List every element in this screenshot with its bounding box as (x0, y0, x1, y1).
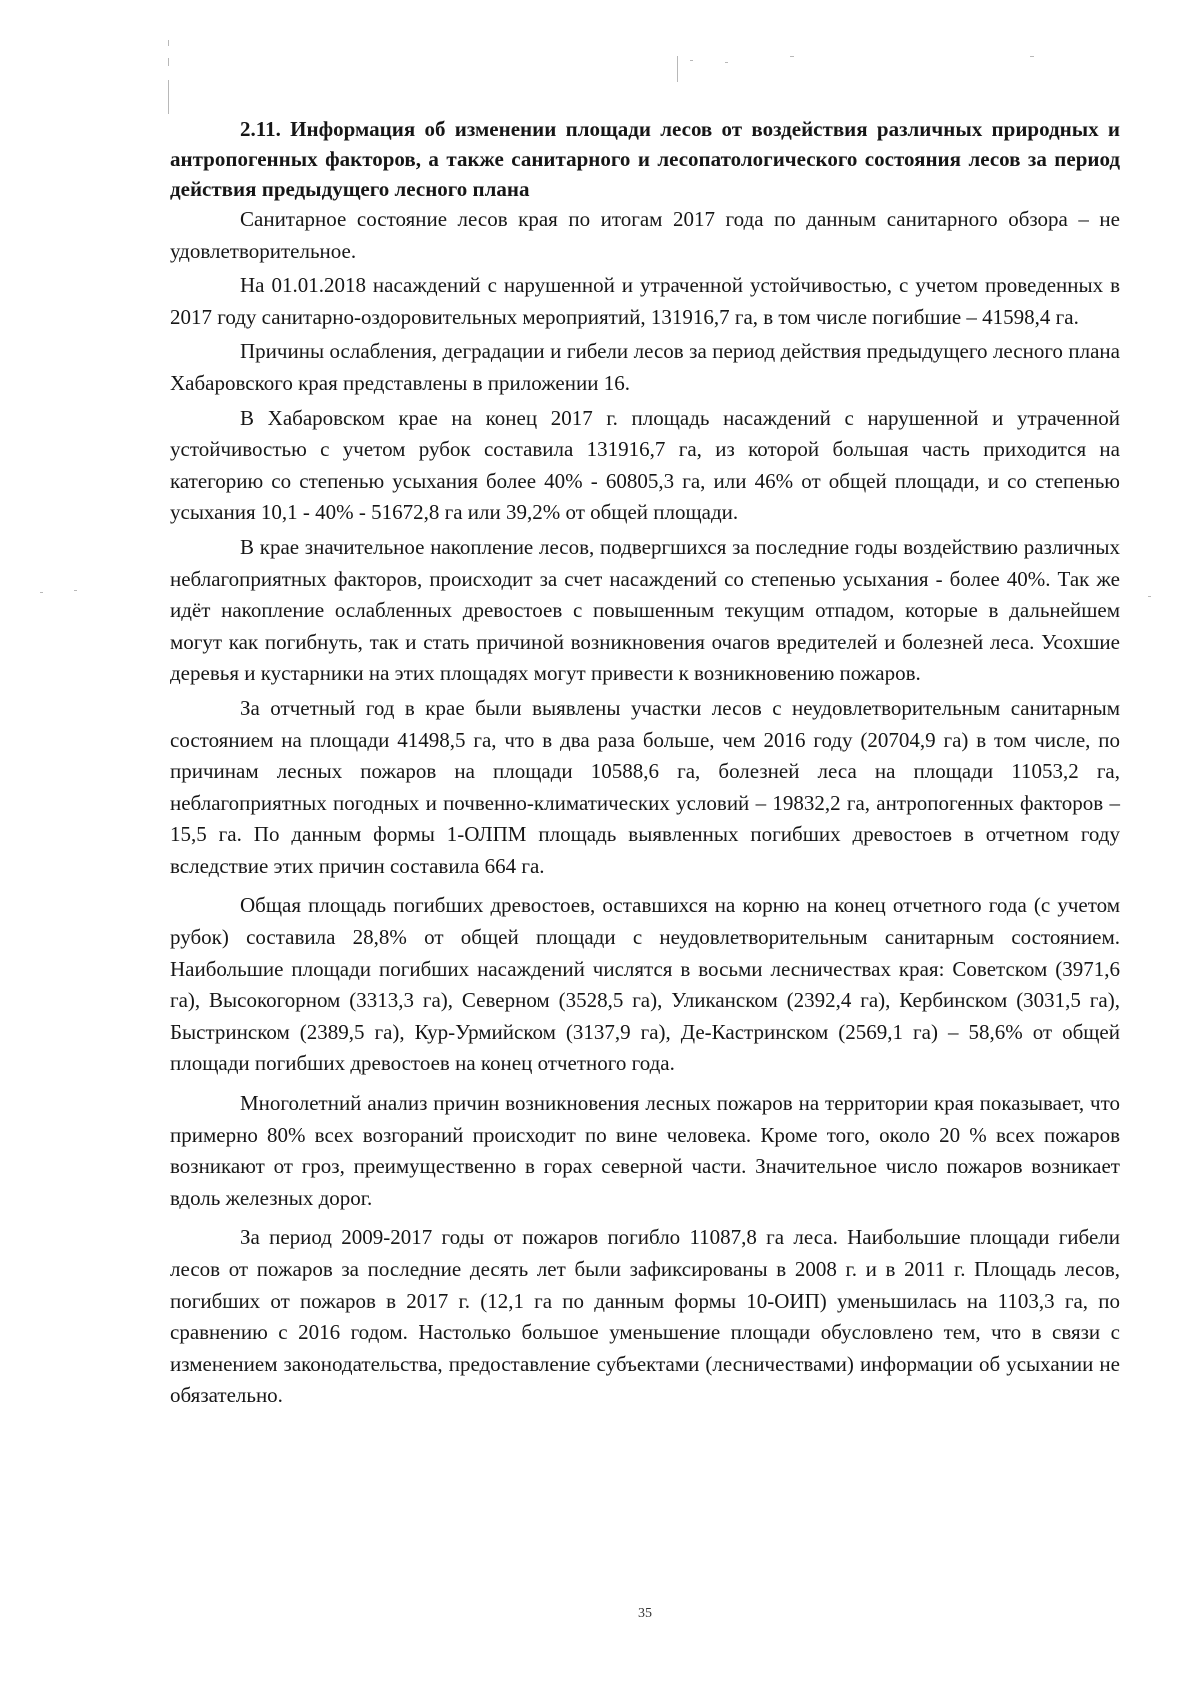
paragraph-sanitary-state: Санитарное состояние лесов края по итогам 2017 года по данным санитарного обзора – не удовлетворительное. (170, 207, 1120, 263)
paragraph-dead-stands: Общая площадь погибших древостоев, оставшихся на корню на конец отчетного года (с учетом рубок) составила 28,8% от общей площади с неудовлетворительным санитарным состоянием. Наибольшие площади погибших насаждений числятся в восьми лесничествах края: Советском (3971,6 га), Высокогорном (3313,3 га), Северном (3528,5 га), Уликанском (2392,4 га), Кербинском (3031,5 га), Быстринском (2389,5 га), Кур-Урмийском (3137,9 га), Де-Кастринском (2569,1 га) – 58,6% от общей площади погибших древостоев на конец отчетного года. (170, 893, 1120, 1076)
scan-artifact (1148, 596, 1151, 597)
scan-artifact (168, 80, 169, 114)
scan-artifact (677, 56, 678, 82)
section-heading: 2.11. Информация об изменении площади лесов от воздействия различных природных и антропогенных факторов, а также санитарного и лесопатологического состояния лесов за период действия предыдущего лесного плана (170, 117, 1120, 201)
paragraph-fire-period: За период 2009-2017 годы от пожаров погибло 11087,8 га леса. Наибольшие площади гибели лесов от пожаров за последние десять лет были зафиксированы в 2008 г. и в 2011 г. Площадь лесов, погибших от пожаров в 2017 г. (12,1 га по данным формы 10-ОИП) уменьшилась на 1103,3 га, по сравнению с 2016 годом. Настолько большое уменьшение площади обусловлено тем, что в связи с изменением законодательства, предоставление субъектами (лесничествами) информации об усыхании не обязательно. (170, 1225, 1120, 1408)
scan-artifact (790, 56, 794, 57)
paragraph-fire-analysis: Многолетний анализ причин возникновения лесных пожаров на территории края показывает, что примерно 80% всех возгораний происходит по вине человека. Кроме того, около 20 % всех пожаров возникают от гроз, преимущественно в горах северной части. Значительное число пожаров возникает вдоль железных дорог. (170, 1091, 1120, 1210)
paragraph-accumulation: В крае значительное накопление лесов, подвергшихся за последние годы воздействию различных неблагоприятных факторов, происходит за счет насаждений со степенью усыхания - более 40%. Так же идёт накопление ослабленных древостоев с повышенным текущим отпадом, которые в дальнейшем могут как погибнуть, так и стать причиной возникновения очагов вредителей и болезней леса. Усохшие деревья и кустарники на этих площадях могут привести к возникновению пожаров. (170, 534, 1120, 686)
page-number: 35 (638, 1606, 652, 1621)
paragraph-reporting-year: За отчетный год в крае были выявлены участки лесов с неудовлетворительным санитарным состоянием на площади 41498,5 га, что в два раза больше, чем 2016 году (20704,9 га) в том числе, по причинам лесных пожаров на площади 10588,6 га, болезней леса на площади 11053,2 га, неблагоприятных погодных и почвенно-климатических условий – 19832,2 га, антропогенных факторов – 15,5 га. По данным формы 1-ОЛПМ площадь выявленных погибших древостоев в отчетном году вследствие этих причин составила 664 га. (170, 695, 1120, 878)
paragraph-desiccation: В Хабаровском крае на конец 2017 г. площадь насаждений с нарушенной и утраченной устойчивостью с учетом рубок составила 131916,7 га, из которой большая часть приходится на категорию со степенью усыхания более 40% - 60805,3 га, или 46% от общей площади, и со степенью усыхания 10,1 - 40% - 51672,8 га или 39,2% от общей площади. (170, 405, 1120, 525)
scan-artifact (168, 40, 169, 46)
scan-artifact (725, 62, 728, 63)
scan-artifact (690, 60, 693, 61)
scan-artifact (74, 590, 77, 591)
scan-artifact (40, 592, 43, 593)
paragraph-causes: Причины ослабления, деградации и гибели лесов за период действия предыдущего лесного плана Хабаровского края представлены в приложении 16. (170, 339, 1120, 395)
scan-artifact (168, 58, 169, 66)
scan-artifact (1030, 56, 1034, 57)
document-body (170, 114, 1120, 1412)
paragraph-disturbed-stands: На 01.01.2018 насаждений с нарушенной и утраченной устойчивостью, с учетом проведенных в 2017 году санитарно-оздоровительных мероприятий, 131916,7 га, в том числе погибшие – 41598,4 га. (170, 273, 1120, 329)
